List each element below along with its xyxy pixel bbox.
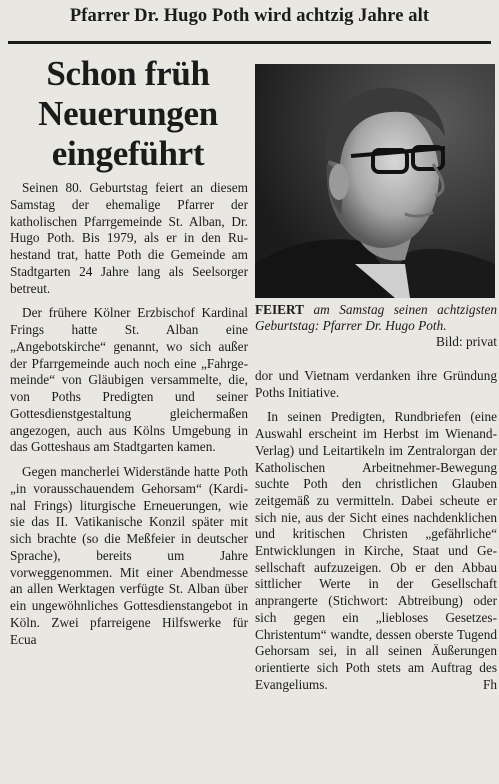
paragraph-text: In seinen Predigten, Rundbriefen (eine Auswahl erscheint im Herbst im Wienand-Verlag) und Leitartikeln im Zentralorgan der Katholischen Arbeitnehmer-Bewegung suchte Poth den christlichen Glauben zeitgemäß zu vermitteln. Dabei scheute er sich nie, aus der Sicht eines nachdenklichen und kritischen Christen „gefährliche“ Entwicklungen in Kirche, Staat und Gesellschaft aufzuzeigen. Ob er den Abbau sittlicher Werte in der Gesellschaft anprangerte (Stichwort: Abtreibung) oder sich gegen ein „liebloses Gesetzes-Christentum“ wandte, dessen oberste Tugend Gehorsam sei, in all seinen Äußerungen orientierte sich Poth stets am Auftrag des Evangeliums. [255,409,497,692]
portrait-photo [255,64,495,298]
top-rule [8,41,491,44]
photo-caption [255,302,497,351]
article-column-right [255,368,497,701]
photo-credit: Bild: privat [436,334,497,350]
kicker-line: Pfarrer Dr. Hugo Poth wird achtzig Jahre alt [69,6,430,26]
caption-text: am Samstag seinen achtzigsten Geburtstag: Pfarrer Dr. Hugo Poth. [255,302,497,334]
paragraph: Der frühere Kölner Erzbischof Kardinal Frings hatte St. Alban eine „Angebotskirche“ genannt, wo sich außer der Pfarrgemeinde auch noch eine „Fahrgemeinde“ von Gläubigen versammelte, die, von Poths Predigten und seiner Gottesdienstgestaltung gleichermaßen angezogen, auch aus Kölns Umgebung in das Gotteshaus am Stadtgarten kamen. [10,305,248,455]
article-column-left [10,180,248,656]
headline: Schon früh Neuerungen eingeführt [38,54,218,173]
author-signature: Fh [482,676,497,692]
caption-lead: FEIERT [255,302,305,317]
paragraph-continued: dor und Vietnam verdanken ihre Gründung Poths Initiative. [255,368,497,400]
paragraph: Seinen 80. Geburtstag feiert an diesem Samstag der ehemalige Pfarrer der katholischen Pfarrgemeinde St. Alban, Dr. Hugo Poth. Bis 1979, als er in den Ruhestand trat, hatte Poth die Gemeinde am Stadtgarten 24 Jahre lang als Seelsorger betreut. [10,180,248,296]
paragraph: Gegen mancherlei Widerstände hatte Poth „in vorausschauendem Gehorsam“ (Kardinal Frings) liturgische Erneuerungen, wie sie das II. Vatikanische Konzil später mit sich brachte (so die Meßfeier in deutscher Sprache), bereits um Jahre vorweggenommen. Mit einer Abendmesse an allen Werktagen verfügte St. Alban über ein ungewöhnliches Gottesdienstangebot in Köln. Zwei pfarreigene Hilfswerke für Ecua [10,464,248,647]
paragraph [255,409,497,693]
